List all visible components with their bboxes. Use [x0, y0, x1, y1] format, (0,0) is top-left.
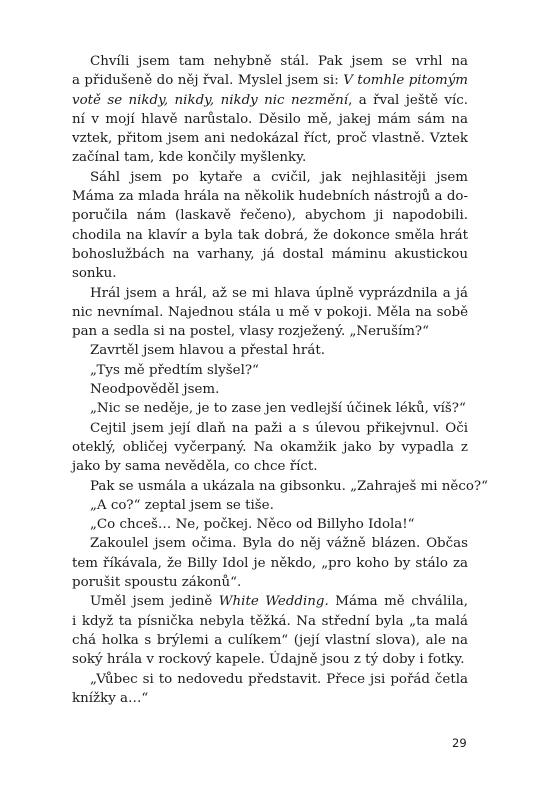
- text-run: Máma mě chválila,: [328, 594, 468, 610]
- text-line: [72, 438, 468, 457]
- text-run: „Tys mě předtím slyšel?“: [90, 362, 259, 378]
- text-run: nic nevnímal. Najednou stála u mě v pokoji. Měla na sobě: [72, 304, 468, 320]
- text-run: oteklý, obličej vyčerpaný. Na okamžik jako by vypadla z: [72, 439, 468, 455]
- text-line: [72, 303, 468, 322]
- text-run: Sáhl jsem po kytaře a cvičil, jak nejhlasitěji jsem: [90, 169, 468, 185]
- text-line: [72, 554, 468, 573]
- text-line: [72, 226, 468, 245]
- text-run: ní v mojí hlavě narůstalo. Děsilo mě, jakej mám sám na: [72, 111, 468, 127]
- text-line: [72, 341, 468, 360]
- italic-run: votě se nikdy, nikdy, nikdy nic nezmění: [72, 92, 349, 108]
- text-run: Zakoulel jsem očima. Byla do něj vážně blázen. Občas: [90, 536, 468, 552]
- text-line: [72, 206, 468, 225]
- text-line: [72, 477, 488, 496]
- text-run: sonku.: [72, 266, 117, 282]
- text-run: Pak se usmála a ukázala na gibsonku. „Zahraješ mi něco?“: [90, 478, 488, 494]
- text-line: [72, 168, 468, 187]
- text-run: soký hrála v rockový kapele. Údajně jsou z tý doby i fotky.: [72, 652, 465, 668]
- text-run: Máma za mlada hrála na několik hudebních nástrojů a do-: [72, 189, 468, 205]
- text-run: a přidušeně do něj řval. Myslel jsem si:: [72, 73, 344, 89]
- text-line: [72, 284, 468, 303]
- text-run: bohoslužbách na varhany, já dostal máminu akustickou: [72, 246, 468, 262]
- text-line: [72, 399, 468, 418]
- text-run: chodila na klavír a byla tak dobrá, že dokonce směla hrát: [72, 227, 468, 243]
- text-line: [72, 631, 468, 650]
- text-line: [72, 129, 468, 148]
- text-run: „Vůbec si to nedovedu představit. Přece jsi pořád četla: [90, 671, 468, 687]
- text-line: [72, 91, 468, 110]
- text-line: [72, 534, 468, 553]
- text-line: [72, 457, 468, 476]
- text-run: Cejtil jsem její dlaň na paži a s úlevou přikejvnul. Oči: [90, 420, 468, 436]
- text-run: jako by sama nevěděla, co chce říct.: [72, 459, 318, 475]
- text-run: i když ta písnička nebyla těžká. Na střední byla „ta malá: [72, 613, 468, 629]
- text-line: [72, 187, 468, 206]
- text-run: Uměl jsem jedině: [90, 594, 219, 610]
- text-run: knížky a…“: [72, 690, 149, 706]
- text-line: [72, 689, 468, 708]
- text-line: [72, 322, 468, 341]
- text-run: Neodpověděl jsem.: [90, 382, 220, 398]
- text-line: [72, 592, 468, 611]
- text-run: „A co?“ zeptal jsem se tiše.: [90, 497, 274, 513]
- text-line: [72, 612, 468, 631]
- text-run: Zavrtěl jsem hlavou a přestal hrát.: [90, 343, 325, 359]
- text-line: [72, 573, 468, 592]
- text-line: [72, 245, 468, 264]
- italic-run: White Wedding.: [218, 594, 329, 610]
- text-run: , a řval ještě víc.: [348, 92, 468, 108]
- text-line: [72, 71, 468, 90]
- body-text: [72, 52, 488, 708]
- text-line: [72, 496, 468, 515]
- text-run: poručila nám (laskavě řečeno), abychom ji napodobili.: [72, 208, 468, 224]
- text-line: [72, 148, 468, 167]
- text-line: [72, 670, 468, 689]
- text-line: [72, 515, 468, 534]
- text-line: [72, 264, 468, 283]
- text-run: Hrál jsem a hrál, až se mi hlava úplně vyprázdnila a já: [90, 285, 468, 301]
- text-run: Chvíli jsem tam nehybně stál. Pak jsem se vrhl na: [90, 54, 468, 69]
- text-run: pan a sedla si na postel, vlasy rozježený. „Neruším?“: [72, 324, 429, 340]
- text-run: „Co chceš… Ne, počkej. Něco od Billyho Idola!“: [90, 517, 415, 533]
- page-number: 29: [452, 736, 467, 750]
- text-line: [72, 110, 468, 129]
- text-line: [72, 419, 468, 438]
- text-run: tem říkávala, že Billy Idol je někdo, „pro koho by stálo za: [72, 555, 468, 571]
- text-line: [72, 380, 468, 399]
- text-run: chá holka s brýlemi a culíkem“ (její vlastní slova), ale na: [72, 632, 468, 648]
- text-line: [72, 52, 468, 71]
- text-run: vztek, přitom jsem ani nedokázal říct, proč vlastně. Vztek: [72, 131, 468, 147]
- text-run: „Nic se neděje, je to zase jen vedlejší účinek léků, víš?“: [90, 401, 466, 417]
- italic-run: V tomhle pitomým: [343, 73, 468, 89]
- text-line: [72, 650, 468, 669]
- text-line: [72, 361, 468, 380]
- text-run: začínal tam, kde končily myšlenky.: [72, 150, 307, 166]
- text-run: porušit spoustu zákonů“.: [72, 575, 242, 591]
